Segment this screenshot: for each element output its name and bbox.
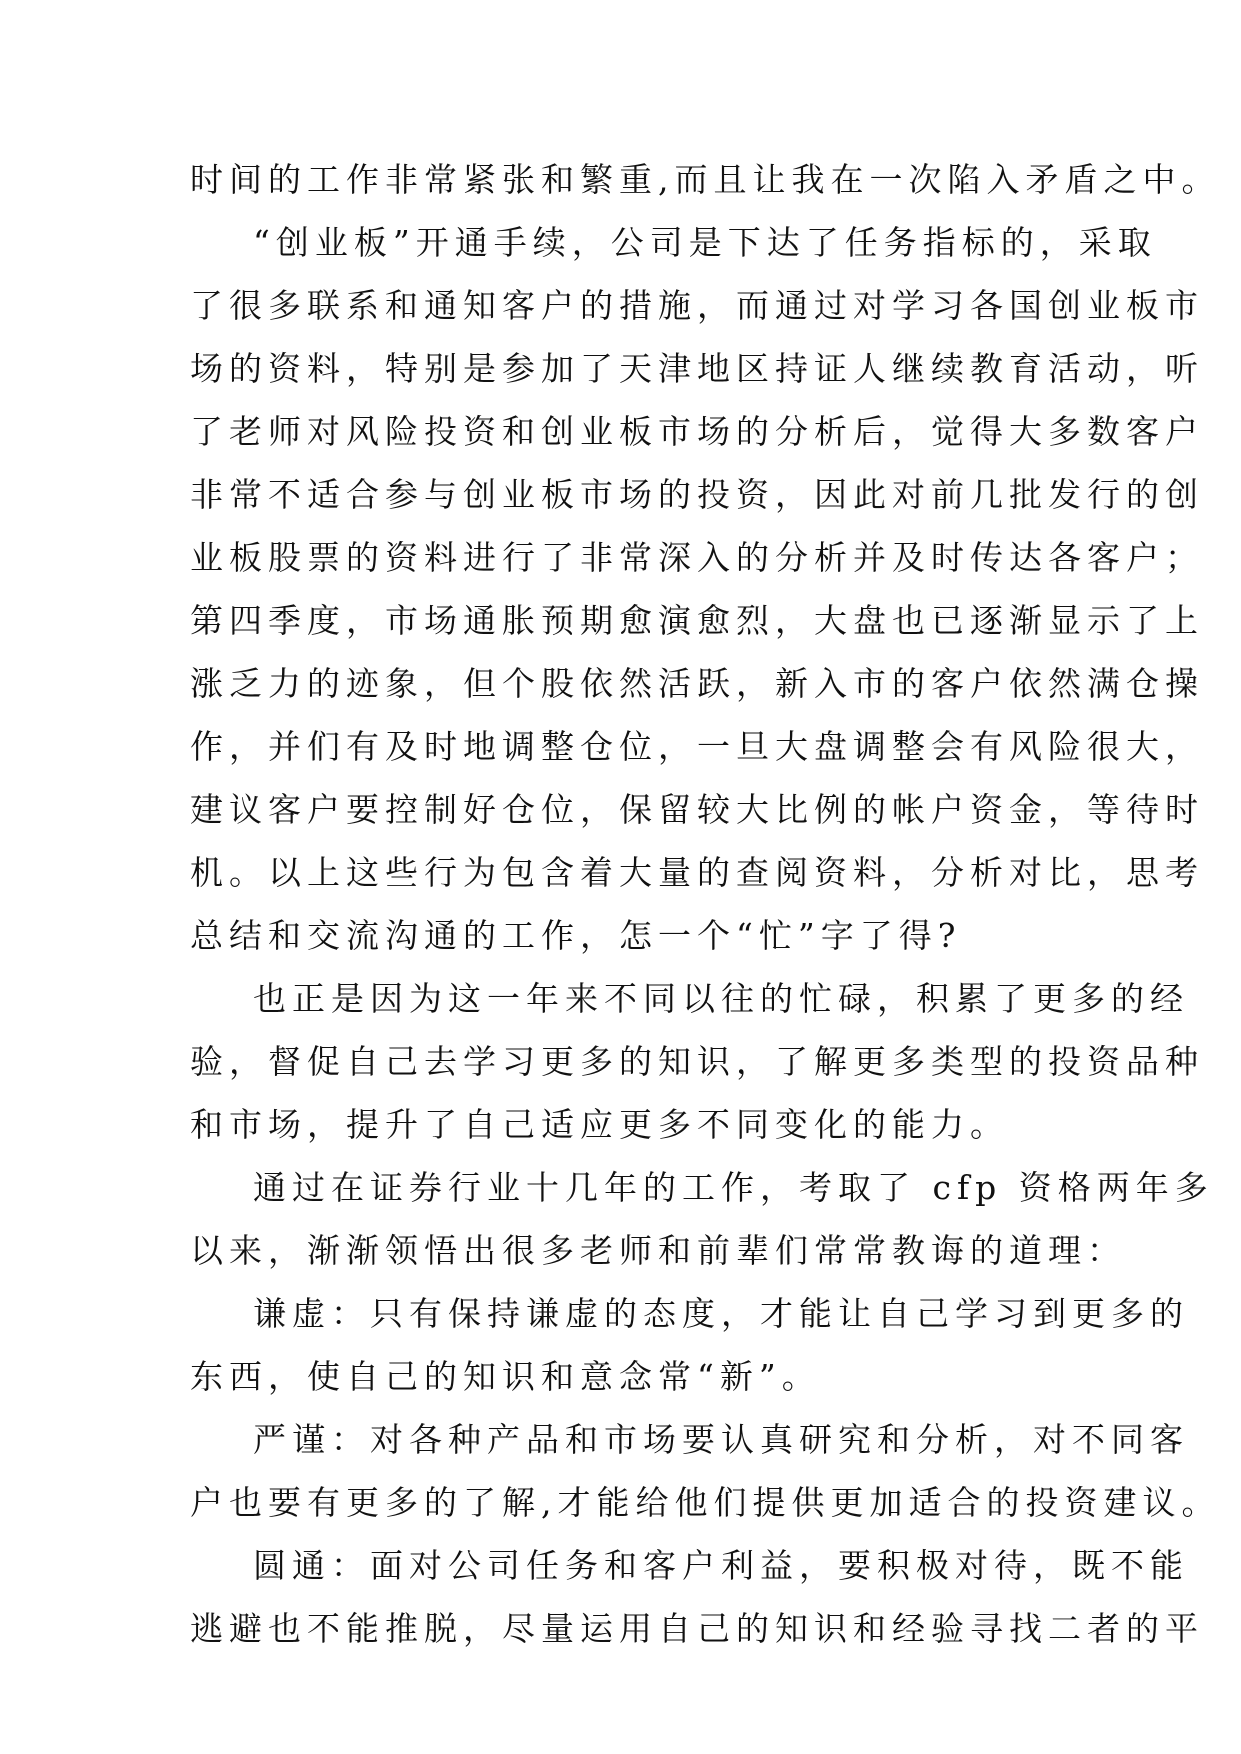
text-line: 户也要有更多的了解,才能给他们提供更加适合的投资建议。 xyxy=(190,1483,1221,1522)
paragraph-start-line: 通过在证券行业十几年的工作，考取了 cfp 资格两年多 xyxy=(253,1168,1214,1207)
text-line: 逃避也不能推脱，尽量运用自己的知识和经验寻找二者的平 xyxy=(190,1609,1204,1648)
text-line: 了老师对风险投资和创业板市场的分析后，觉得大多数客户 xyxy=(190,412,1204,451)
text-line: 以来，渐渐领悟出很多老师和前辈们常常教诲的道理： xyxy=(190,1231,1126,1270)
text-line: 验，督促自己去学习更多的知识，了解更多类型的投资品种 xyxy=(190,1042,1204,1081)
text-line: 非常不适合参与创业板市场的投资，因此对前几批发行的创 xyxy=(190,475,1204,514)
text-line: 第四季度，市场通胀预期愈演愈烈，大盘也已逐渐显示了上 xyxy=(190,601,1204,640)
paragraph-start-line: 谦虚：只有保持谦虚的态度，才能让自己学习到更多的 xyxy=(253,1294,1189,1333)
paragraph-start-line: 也正是因为这一年来不同以往的忙碌，积累了更多的经 xyxy=(253,979,1189,1018)
paragraph-start-line: “创业板”开通手续，公司是下达了任务指标的，采取 xyxy=(253,223,1157,262)
text-line: 机。以上这些行为包含着大量的查阅资料，分析对比，思考 xyxy=(190,853,1204,892)
text-line: 了很多联系和通知客户的措施，而通过对学习各国创业板市 xyxy=(190,286,1204,325)
text-line: 涨乏力的迹象，但个股依然活跃，新入市的客户依然满仓操 xyxy=(190,664,1204,703)
text-line: 场的资料，特别是参加了天津地区持证人继续教育活动，听 xyxy=(190,349,1204,388)
text-line: 东西，使自己的知识和意念常“新”。 xyxy=(190,1357,821,1396)
paragraph-start-line: 圆通：面对公司任务和客户利益，要积极对待，既不能 xyxy=(253,1546,1189,1585)
text-line: 时间的工作非常紧张和繁重,而且让我在一次陷入矛盾之中。 xyxy=(190,160,1221,199)
text-line: 作，并们有及时地调整仓位，一旦大盘调整会有风险很大， xyxy=(190,727,1204,766)
paragraph-start-line: 严谨：对各种产品和市场要认真研究和分析，对不同客 xyxy=(253,1420,1189,1459)
text-line: 建议客户要控制好仓位，保留较大比例的帐户资金，等待时 xyxy=(190,790,1204,829)
text-line: 总结和交流沟通的工作，怎一个“忙”字了得? xyxy=(190,916,962,955)
text-line: 和市场，提升了自己适应更多不同变化的能力。 xyxy=(190,1105,1009,1144)
text-line: 业板股票的资料进行了非常深入的分析并及时传达各客户； xyxy=(190,538,1204,577)
